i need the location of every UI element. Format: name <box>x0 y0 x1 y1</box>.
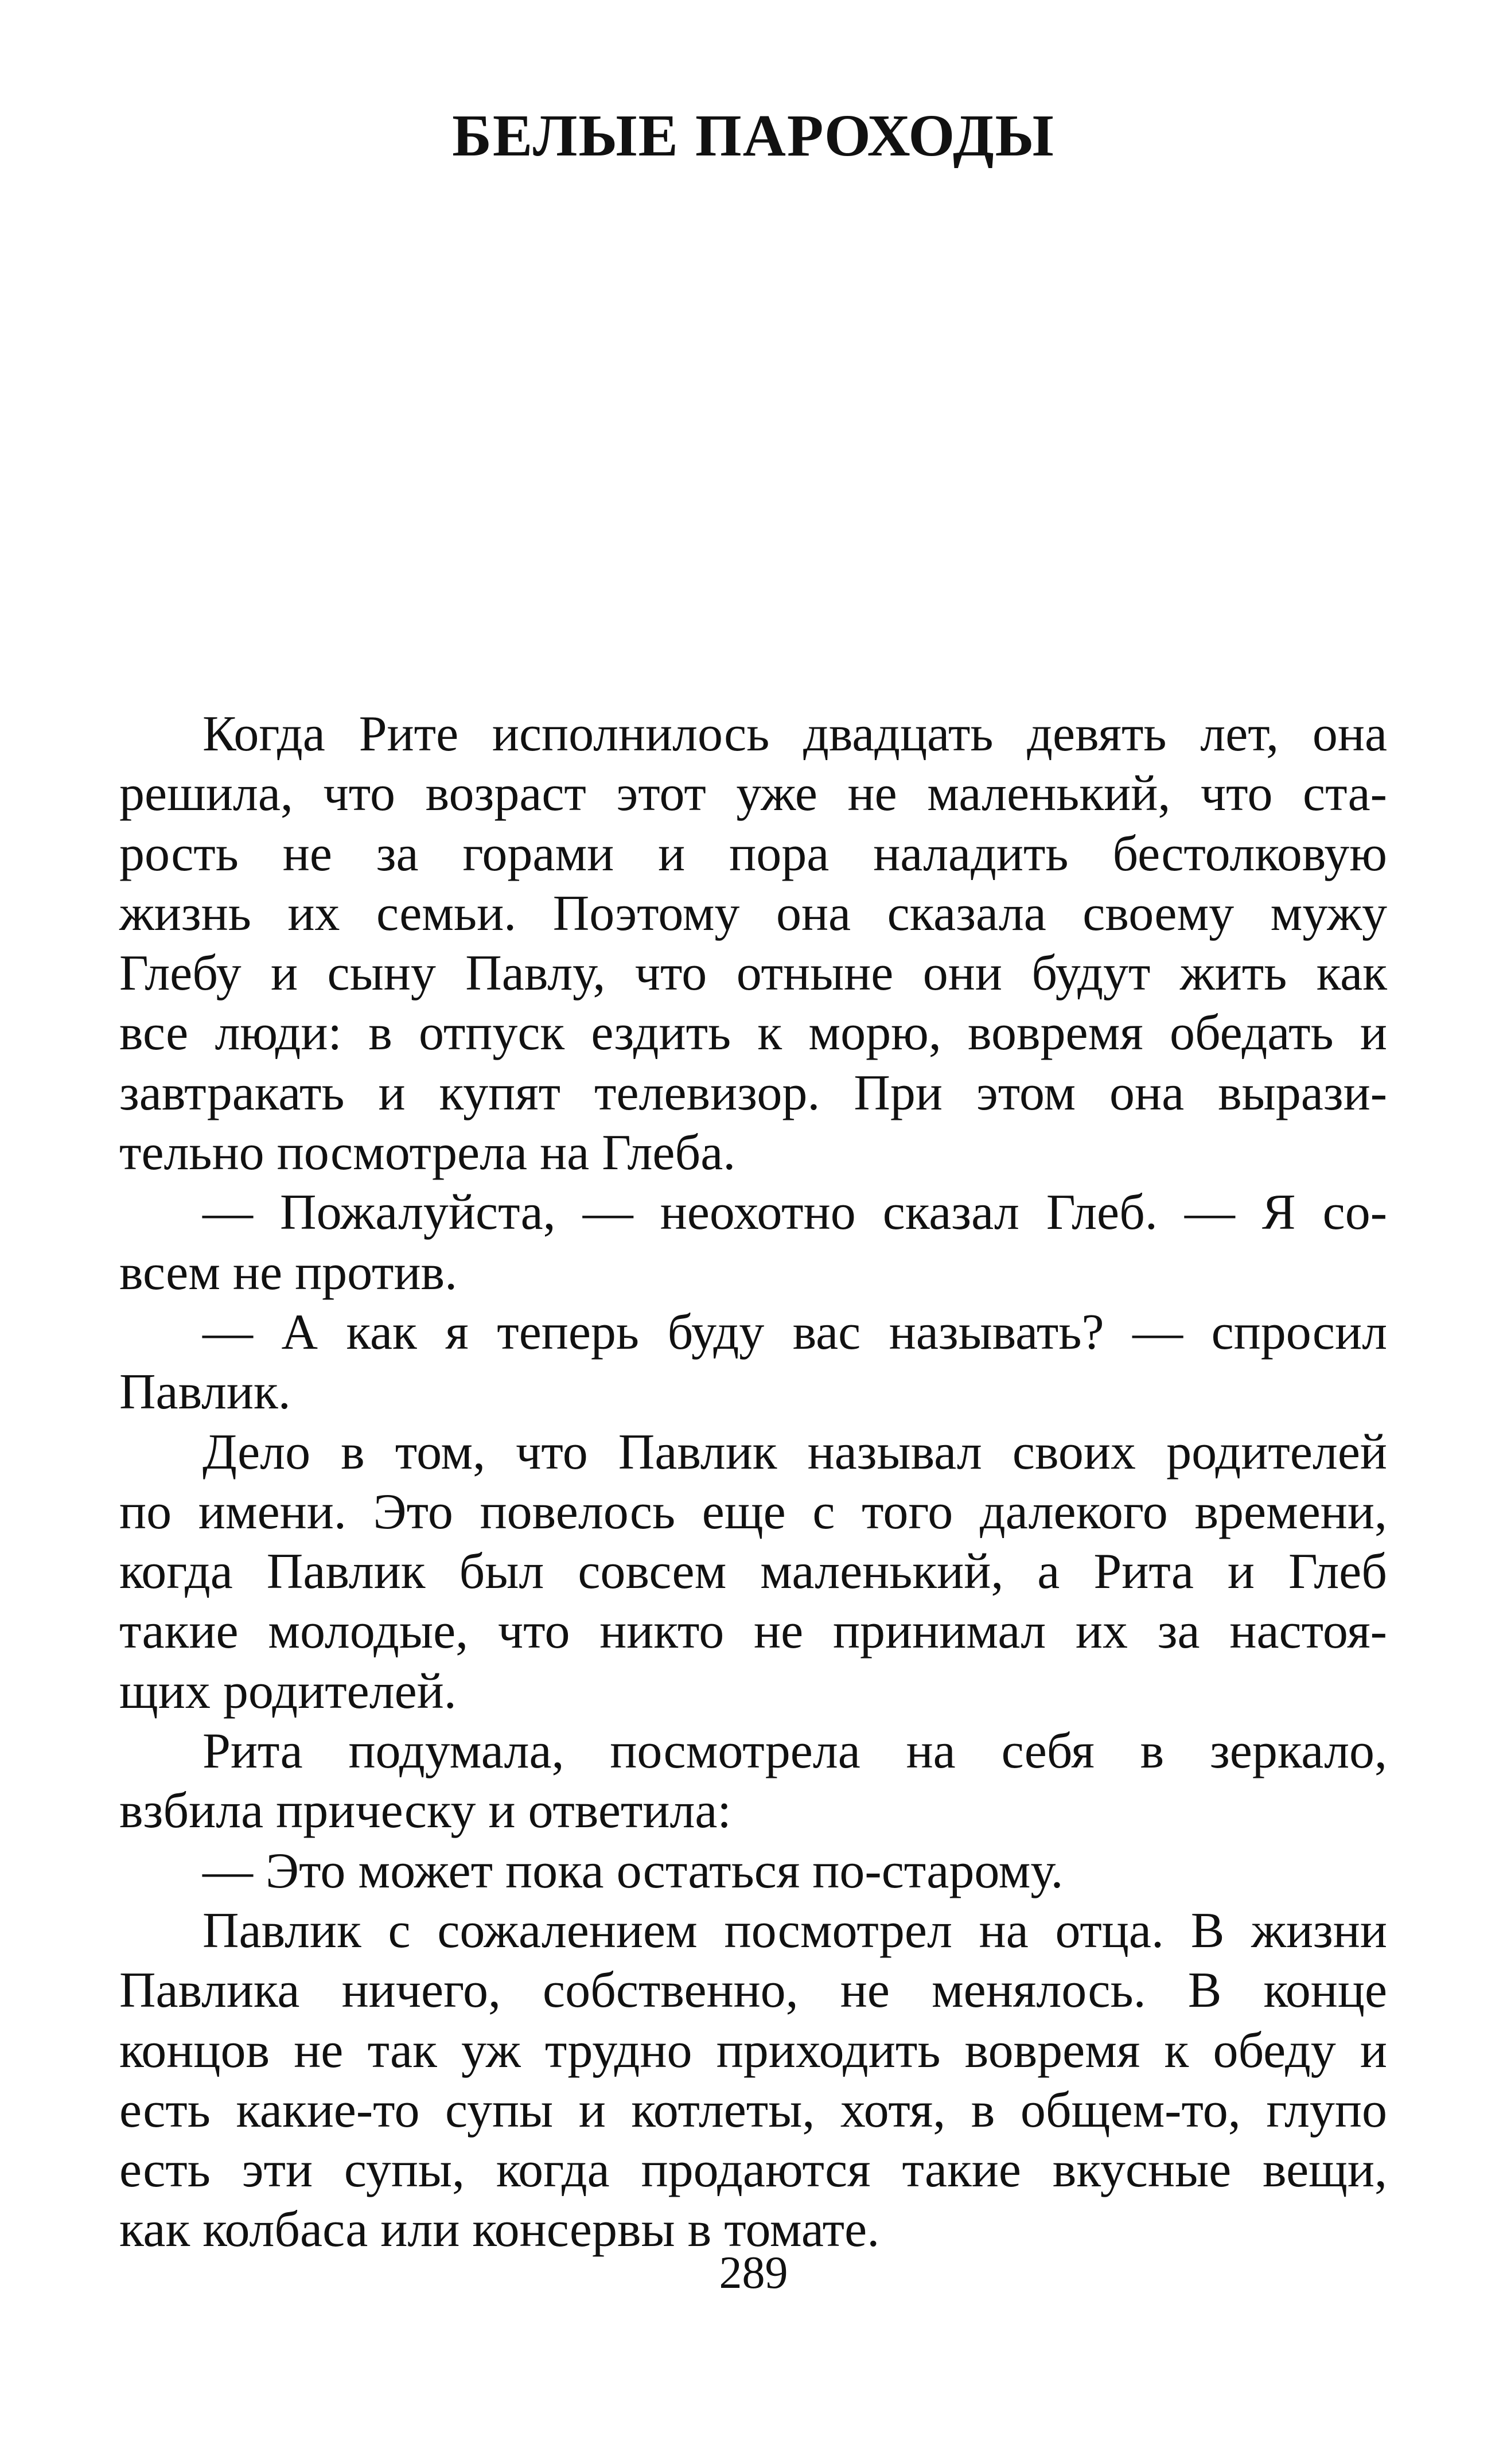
text-line: жизнь их семьи. Поэтому она сказала своему мужу <box>119 885 1387 941</box>
text-line: Павлик с сожалением посмотрел на отца. В жизни <box>203 1902 1387 1959</box>
text-line: — Пожалуйста, — неохотно сказал Глеб. — Я со- <box>203 1185 1387 1241</box>
text-line: есть эти супы, когда продаются такие вкусные вещи, <box>119 2142 1387 2198</box>
text-line: как колбаса или консервы в томате. <box>119 2202 880 2258</box>
text-line: Дело в том, что Павлик называл своих родителей <box>203 1424 1387 1480</box>
text-line: — А как я теперь буду вас называть? — спросил <box>203 1304 1387 1360</box>
body-text <box>119 704 1387 2260</box>
text-line: тельно посмотрела на Глеба. <box>119 1125 736 1181</box>
text-line: концов не так уж трудно приходить вовремя к обеду и <box>119 2022 1387 2078</box>
chapter-title: БЕЛЫЕ ПАРОХОДЫ <box>452 103 1055 169</box>
text-line: — Это может пока остаться по-старому. <box>203 1843 1064 1899</box>
text-line: взбила прическу и ответила: <box>119 1783 731 1839</box>
text-line: по имени. Это повелось еще с того далекого времени, <box>119 1484 1387 1540</box>
text-line: Павлик. <box>119 1364 291 1420</box>
text-line: рость не за горами и пора наладить бестолковую <box>119 826 1387 882</box>
text-line: щих родителей. <box>119 1663 457 1719</box>
text-line: Глебу и сыну Павлу, что отныне они будут жить как <box>119 945 1387 1002</box>
text-line: завтракать и купят телевизор. При этом она вырази- <box>119 1065 1387 1121</box>
text-line: решила, что возраст этот уже не маленький, что ста- <box>119 766 1387 822</box>
text-line: Когда Рите исполнилось двадцать девять лет, она <box>203 706 1387 762</box>
text-line: есть какие-то супы и котлеты, хотя, в общем-то, глупо <box>119 2082 1387 2138</box>
text-line: такие молодые, что никто не принимал их за настоя- <box>119 1603 1387 1660</box>
text-line: все люди: в отпуск ездить к морю, вовремя обедать и <box>119 1005 1387 1061</box>
text-line: Рита подумала, посмотрела на себя в зеркало, <box>203 1723 1387 1780</box>
text-line: когда Павлик был совсем маленький, а Рита и Глеб <box>119 1544 1387 1600</box>
text-line: Павлика ничего, собственно, не менялось. В конце <box>119 1963 1387 2019</box>
text-line: всем не против. <box>119 1244 458 1301</box>
page-number: 289 <box>719 2248 788 2298</box>
